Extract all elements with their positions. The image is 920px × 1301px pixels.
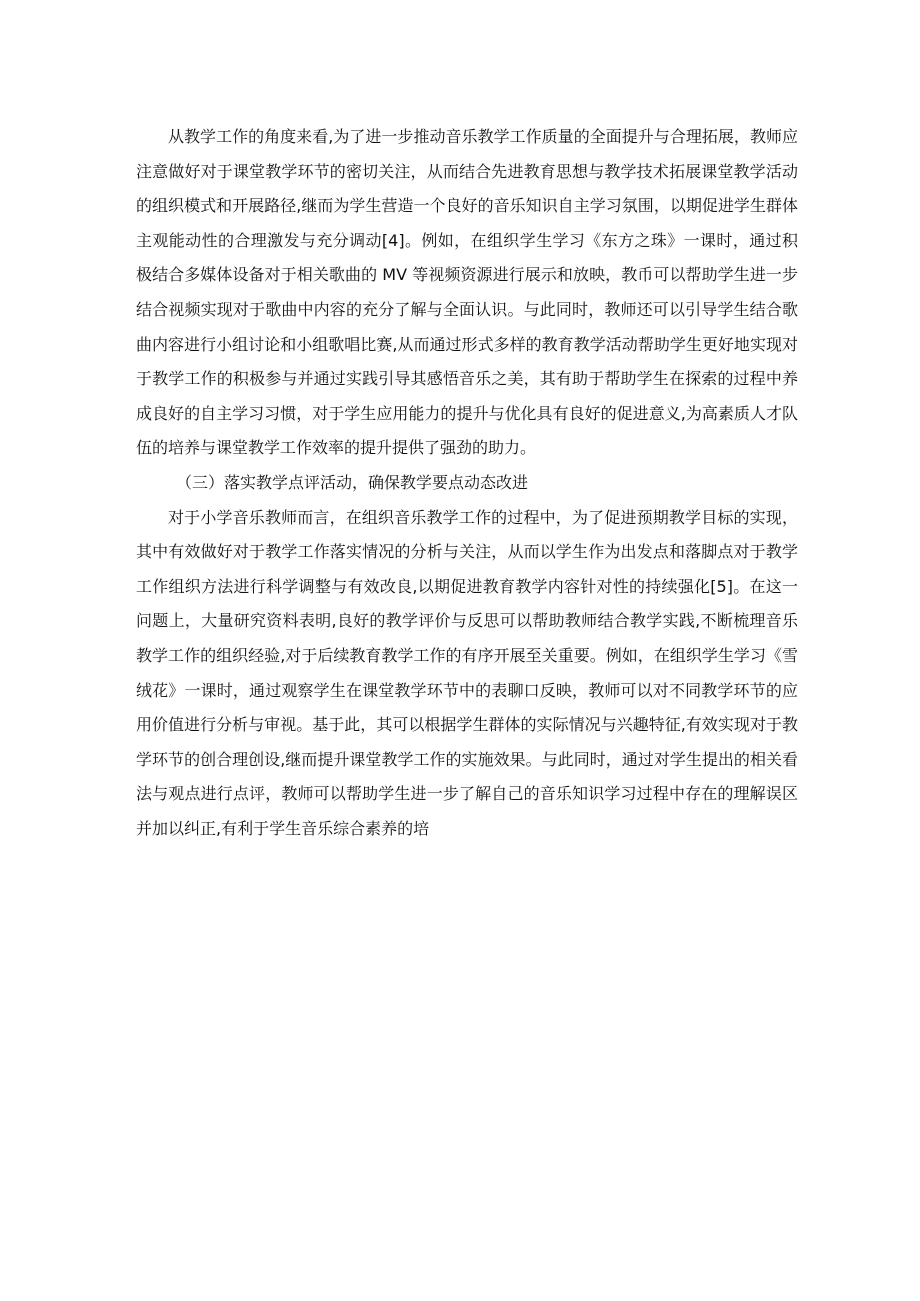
- document-body: [136, 120, 798, 846]
- section-heading: （三）落实教学点评活动，确保教学要点动态改进: [176, 472, 529, 492]
- paragraph-1: 从教学工作的角度来看,为了进一步推动音乐教学工作质量的全面提升与合理拓展，教师应注意做好对于课堂教学环节的密切关注，从而结合先进教育思想与教学技术拓展课堂教学活动的组织模式和开展路径,继而为学生营造一个良好的音乐知识自主学习氛围，以期促进学生群体主观能动性的合理激发与充分调动[4]。例如，在组织学生学习《东方之珠》一课时，通过积极结合多媒体设备对于相关歌曲的 MV 等视频资源进行展示和放映，教币可以帮助学生进一步结合视频实现对于歌曲中内容的充分了解与全面认识。与此同时，教师还可以引导学生结合歌曲内容进行小组讨论和小组歌唱比赛,从而通过形式多样的教育教学活动帮助学生更好地实现对于教学工作的积极参与并通过实践引导其感悟音乐之美，其有助于帮助学生在探索的过程中养成良好的自主学习习惯，对于学生应用能力的提升与优化具有良好的促进意义,为高素质人才队伍的培养与课堂教学工作效率的提升提供了强劲的助力。: [136, 127, 798, 458]
- paragraph-2: 对于小学音乐教师而言，在组织音乐教学工作的过程中，为了促进预期教学目标的实现，其中有效做好对于教学工作落实情况的分析与关注，从而以学生作为出发点和落脚点对于教学工作组织方法进行科学调整与有效改良,以期促进教育教学内容针对性的持续强化[5]。在这一问题上，大量研究资料表明,良好的教学评价与反思可以帮助教师结合教学实践,不断梳理音乐教学工作的组织经验,对于后续教育教学工作的有序开展至关重要。例如，在组织学生学习《雪绒花》一课时，通过观察学生在课堂教学环节中的表聊口反映，教师可以对不同教学环节的应用价值进行分析与审视。基于此，其可以根据学生群体的实际情况与兴趣特征,有效实现对于教学环节的创合理创设,继而提升课堂教学工作的实施效果。与此同时，通过对学生提出的相关看法与观点进行点评，教师可以帮助学生进一步了解自己的音乐知识学习过程中存在的理解误区并加以纠正,有利于学生音乐综合素养的培: [136, 507, 798, 838]
